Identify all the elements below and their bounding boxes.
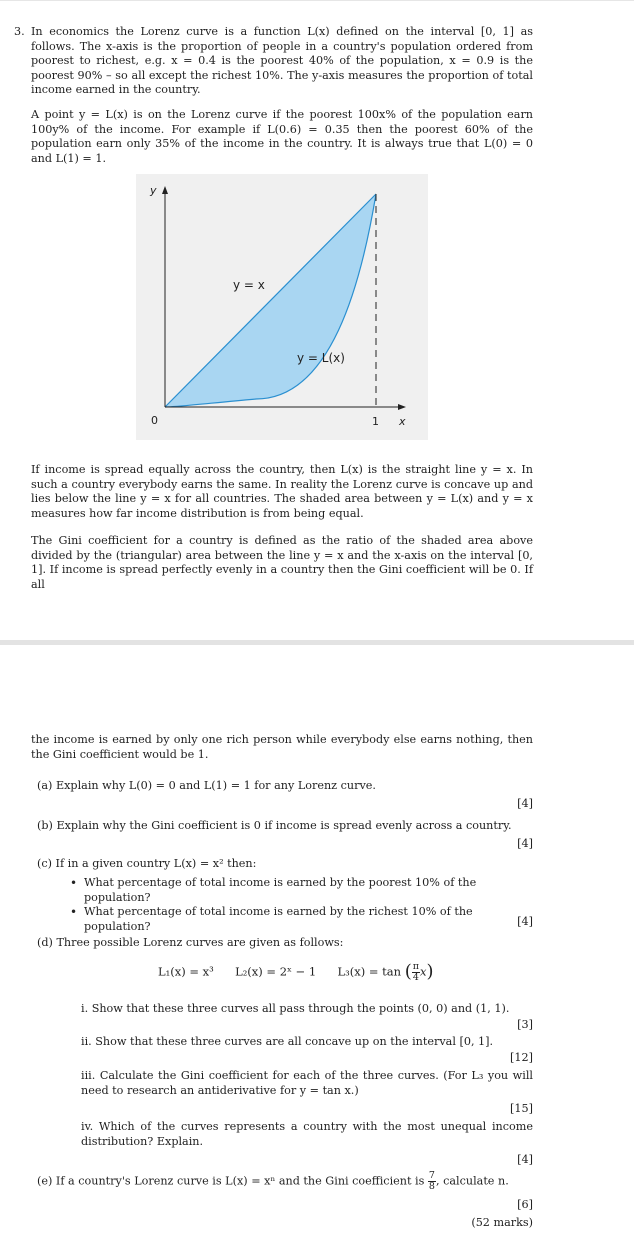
part-d-iii-marks: [15] <box>510 1102 533 1115</box>
part-e-text <box>37 1171 537 1192</box>
formula-l1: L₁(x) = x³ <box>158 964 214 979</box>
page-bottom <box>0 645 634 1244</box>
part-d-i-marks: [3] <box>517 1018 533 1031</box>
part-c-bullets <box>70 876 540 934</box>
x-tick-label: 1 <box>372 415 379 428</box>
part-d-iii-text: iii. Calculate the Gini coefficient for each of the three curves. (For L₃ you will need to research an antiderivative for y = tan x.) <box>81 1069 533 1097</box>
paragraph-gini-definition: The Gini coefficient for a country is defined as the ratio of the shaded area above divided by the (triangular) area between the line y = x and the x-axis on the interval [0, 1]. If income is spread perfectly evenly in a country then the Gini coefficient will be 0. If all <box>31 534 533 591</box>
formula-l3-fraction: $\frac{\pi}{4}$ <box>412 961 419 983</box>
part-d-iv-marks: [4] <box>517 1153 533 1166</box>
part-c-bullet-1: • What percentage of total income is earned by the poorest 10% of the population? <box>70 876 540 905</box>
part-a-text: (a) Explain why L(0) = 0 and L(1) = 1 for any Lorenz curve. <box>37 779 376 792</box>
y-axis-label: y <box>150 184 157 197</box>
intro-paragraph-1: In economics the Lorenz curve is a function L(x) defined on the interval [0, 1] as follows. The x-axis is the proportion of people in a country's population ordered from poorest to richest, e.g. x = 0.4 is the poorest 40% of the population, x = 0.9 is the poorest 90% – so all except the richest 10%. The y-axis measures the proportion of total income earned in the country. <box>31 25 533 97</box>
part-d-formulas: L₁(x) = x³ L₂(x) = 2ˣ − 1 L₃(x) = tan ( $\frac{\pi}{4}$ x) <box>158 961 434 983</box>
part-d-i-text: i. Show that these three curves all pass through the points (0, 0) and (1, 1). <box>81 1002 510 1015</box>
formula-l2: L₂(x) = 2ˣ − 1 <box>235 964 317 979</box>
paragraph-equal-spread: If income is spread equally across the country, then L(x) is the straight line y = x. In such a country everybody earns the same. In reality the Lorenz curve is concave up and lies below the line y = x for all countries. The shaded area between y = L(x) and y = x measures how far income distribution is from being equal. <box>31 463 533 520</box>
intro-paragraph-2: A point y = L(x) is on the Lorenz curve if the poorest 100x% of the population earn 100y% of the income. For example if L(0.6) = 0.35 then the poorest 60% of the population earn only 35% of the income in the country. It is always true that L(0) = 0 and L(1) = 1. <box>31 108 533 165</box>
part-d-ii-text: ii. Show that these three curves are all concave up on the interval [0, 1]. <box>81 1035 494 1048</box>
question-number: 3. <box>14 25 25 38</box>
lorenz-curve-label: y = L(x) <box>297 351 345 365</box>
part-e-suffix: , calculate n. <box>435 1174 509 1188</box>
origin-label: 0 <box>151 414 158 427</box>
x-axis-label: x <box>399 415 406 428</box>
part-a-marks: [4] <box>517 797 533 810</box>
part-d-ii-marks: [12] <box>510 1051 533 1064</box>
total-marks: (52 marks) <box>471 1216 533 1229</box>
x-axis-arrow <box>398 404 406 410</box>
part-c-bullet-2: • What percentage of total income is earned by the richest 10% of the population? <box>70 905 540 934</box>
part-e-marks: [6] <box>517 1198 533 1211</box>
part-b-text: (b) Explain why the Gini coefficient is 0 if income is spread evenly across a country. <box>37 819 512 832</box>
formula-l3-var: x <box>419 964 427 979</box>
part-e-fraction: $\frac{7}{8}$ <box>428 1170 435 1192</box>
part-c-text: (c) If in a given country L(x) = x² then: <box>37 857 257 870</box>
part-d-iv-text: iv. Which of the curves represents a country with the most unequal income distribution? Explain. <box>81 1120 533 1148</box>
y-axis-arrow <box>162 186 168 194</box>
part-b-marks: [4] <box>517 837 533 850</box>
part-c-marks: [4] <box>517 915 533 928</box>
part-d-text: (d) Three possible Lorenz curves are given as follows: <box>37 936 344 949</box>
lorenz-curve-figure <box>136 174 428 440</box>
lorenz-curve-diagram <box>136 174 428 440</box>
paragraph-gini-one: the income is earned by only one rich person while everybody else earns nothing, then the Gini coefficient would be 1. <box>31 733 533 761</box>
equality-line-label: y = x <box>233 278 265 292</box>
part-e-prefix: (e) If a country's Lorenz curve is L(x) = xⁿ and the Gini coefficient is <box>37 1174 425 1188</box>
formula-l3-prefix: L₃(x) = tan <box>337 964 402 979</box>
